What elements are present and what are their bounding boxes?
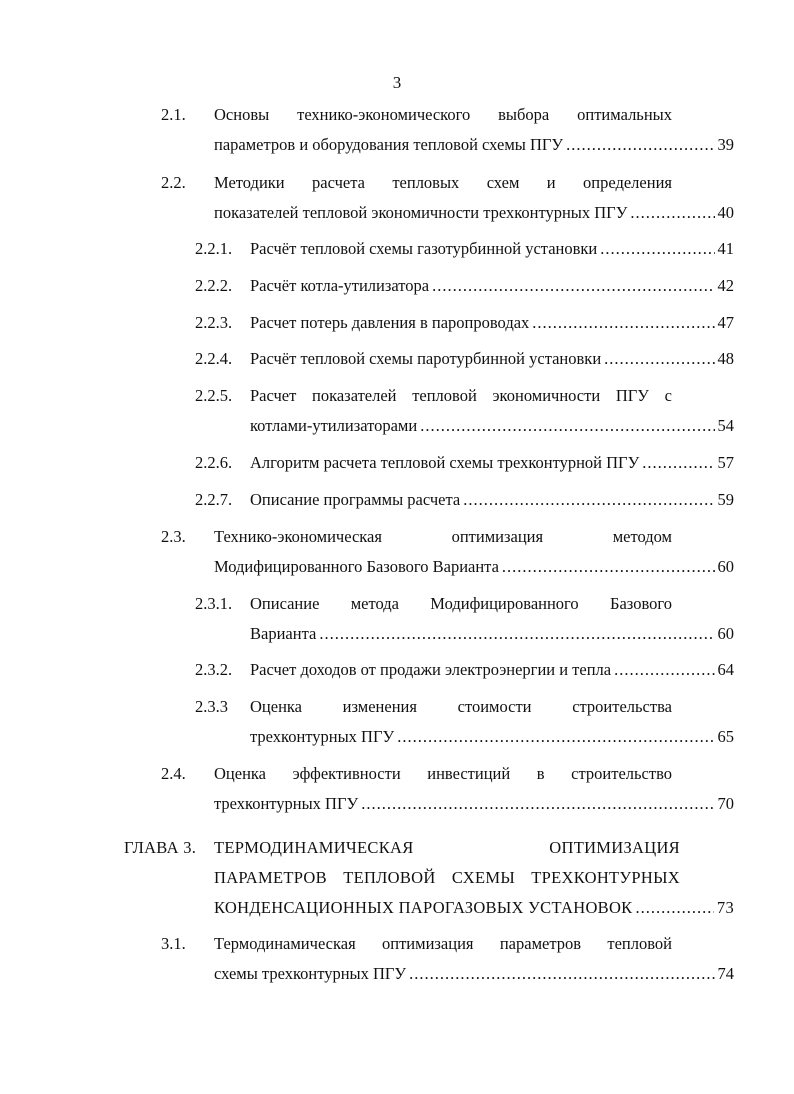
entry-leader-line [214,557,734,577]
entry-page: 57 [717,453,734,472]
entry-page: 47 [717,313,734,332]
dot-leader [630,203,714,223]
entry-title-line3: КОНДЕНСАЦИОННЫХ ПАРОГАЗОВЫХ УСТАНОВОК [214,898,633,917]
entry-page: 65 [717,727,734,746]
entry-leader-line [250,416,734,436]
entry-title-line1: Методики расчета тепловых схем и определения [214,173,672,192]
entry-leader-line [250,727,734,747]
entry-number: 2.2.7. [195,490,233,509]
entry-number: 2.2.3. [195,313,233,332]
entry-title-line1: ТЕРМОДИНАМИЧЕСКАЯ ОПТИМИЗАЦИЯ [214,838,680,857]
entry-leader-line [250,276,734,296]
dot-leader [532,313,714,333]
entry-page: 70 [717,794,734,813]
dot-leader [642,453,714,473]
entry-title-line2: котлами-утилизаторами [250,416,418,435]
entry-title-line1: Расчет доходов от продажи электроэнергии и тепла [250,660,612,679]
dot-leader [420,416,714,436]
entry-leader-line [214,203,734,223]
entry-leader-line [214,794,734,814]
entry-number: 2.2.6. [195,453,233,472]
entry-number: 2.2. [161,173,186,192]
entry-number: 3.1. [161,934,186,953]
dot-leader [463,490,714,510]
entry-page: 60 [717,624,734,643]
entry-number: 2.1. [161,105,186,124]
entry-title-line1: Алгоритм расчета тепловой схемы трехконтурной ПГУ [250,453,640,472]
entry-leader-line [250,313,734,333]
entry-title-line2: трехконтурных ПГУ [214,794,359,813]
entry-title-line1: Расчет потерь давления в паропроводах [250,313,530,332]
entry-title-line2: ПАРАМЕТРОВ ТЕПЛОВОЙ СХЕМЫ ТРЕХКОНТУРНЫХ [214,868,680,887]
entry-page: 40 [717,203,734,222]
entry-title-line2: трехконтурных ПГУ [250,727,395,746]
dot-leader [636,898,714,918]
entry-leader-line [250,624,734,644]
dot-leader [432,276,714,296]
entry-title-line1: Описание метода Модифицированного Базового [250,594,672,613]
entry-title-line1: Расчёт котла-утилизатора [250,276,430,295]
entry-leader-line [214,135,734,155]
dot-leader [604,349,714,369]
dot-leader [566,135,714,155]
dot-leader [361,794,714,814]
entry-title-line2: Модифицированного Базового Варианта [214,557,499,576]
entry-title-line2: схемы трехконтурных ПГУ [214,964,407,983]
entry-leader-line [250,453,734,473]
dot-leader [319,624,714,644]
entry-leader-line [250,660,734,680]
dot-leader [502,557,715,577]
entry-number: 2.3.3 [195,697,228,716]
entry-title-line1: Расчёт тепловой схемы паротурбинной установки [250,349,602,368]
entry-page: 73 [716,898,734,917]
entry-title-line1: Технико-экономическая оптимизация методом [214,527,672,546]
entry-leader-line [214,964,734,984]
entry-leader-line [214,898,734,918]
entry-leader-line [250,490,734,510]
entry-number: 2.2.2. [195,276,233,295]
entry-number: 2.4. [161,764,186,783]
entry-number: 2.2.5. [195,386,233,405]
entry-page: 54 [717,416,734,435]
entry-page: 60 [717,557,734,576]
entry-title-line2: показателей тепловой экономичности трехконтурных ПГУ [214,203,628,222]
entry-title-line1: Оценка изменения стоимости строительства [250,697,672,716]
entry-page: 42 [717,276,734,295]
entry-title-line1: Расчет показателей тепловой экономичности ПГУ с [250,386,672,405]
entry-page: 59 [717,490,734,509]
dot-leader [614,660,714,680]
entry-title-line1: Основы технико-экономического выбора оптимальных [214,105,672,124]
entry-page: 74 [717,964,734,983]
entry-number: 2.3.2. [195,660,233,679]
page-number: 3 [392,73,402,92]
entry-title-line2: Варианта [250,624,317,643]
dot-leader [397,727,714,747]
entry-leader-line [250,239,734,259]
entry-title-line1: Термодинамическая оптимизация параметров тепловой [214,934,672,953]
entry-number: 2.2.4. [195,349,233,368]
entry-title-line1: Оценка эффективности инвестиций в строительство [214,764,672,783]
entry-number: 2.3.1. [195,594,233,613]
entry-leader-line [250,349,734,369]
entry-page: 39 [717,135,734,154]
entry-number: 2.3. [161,527,186,546]
entry-title-line1: Расчёт тепловой схемы газотурбинной установки [250,239,598,258]
entry-number: ГЛАВА 3. [124,838,197,857]
entry-page: 48 [717,349,734,368]
entry-title-line2: параметров и оборудования тепловой схемы ПГУ [214,135,564,154]
entry-number: 2.2.1. [195,239,233,258]
entry-title-line1: Описание программы расчета [250,490,461,509]
dot-leader [600,239,714,259]
dot-leader [409,964,714,984]
entry-page: 41 [717,239,734,258]
entry-page: 64 [717,660,734,679]
